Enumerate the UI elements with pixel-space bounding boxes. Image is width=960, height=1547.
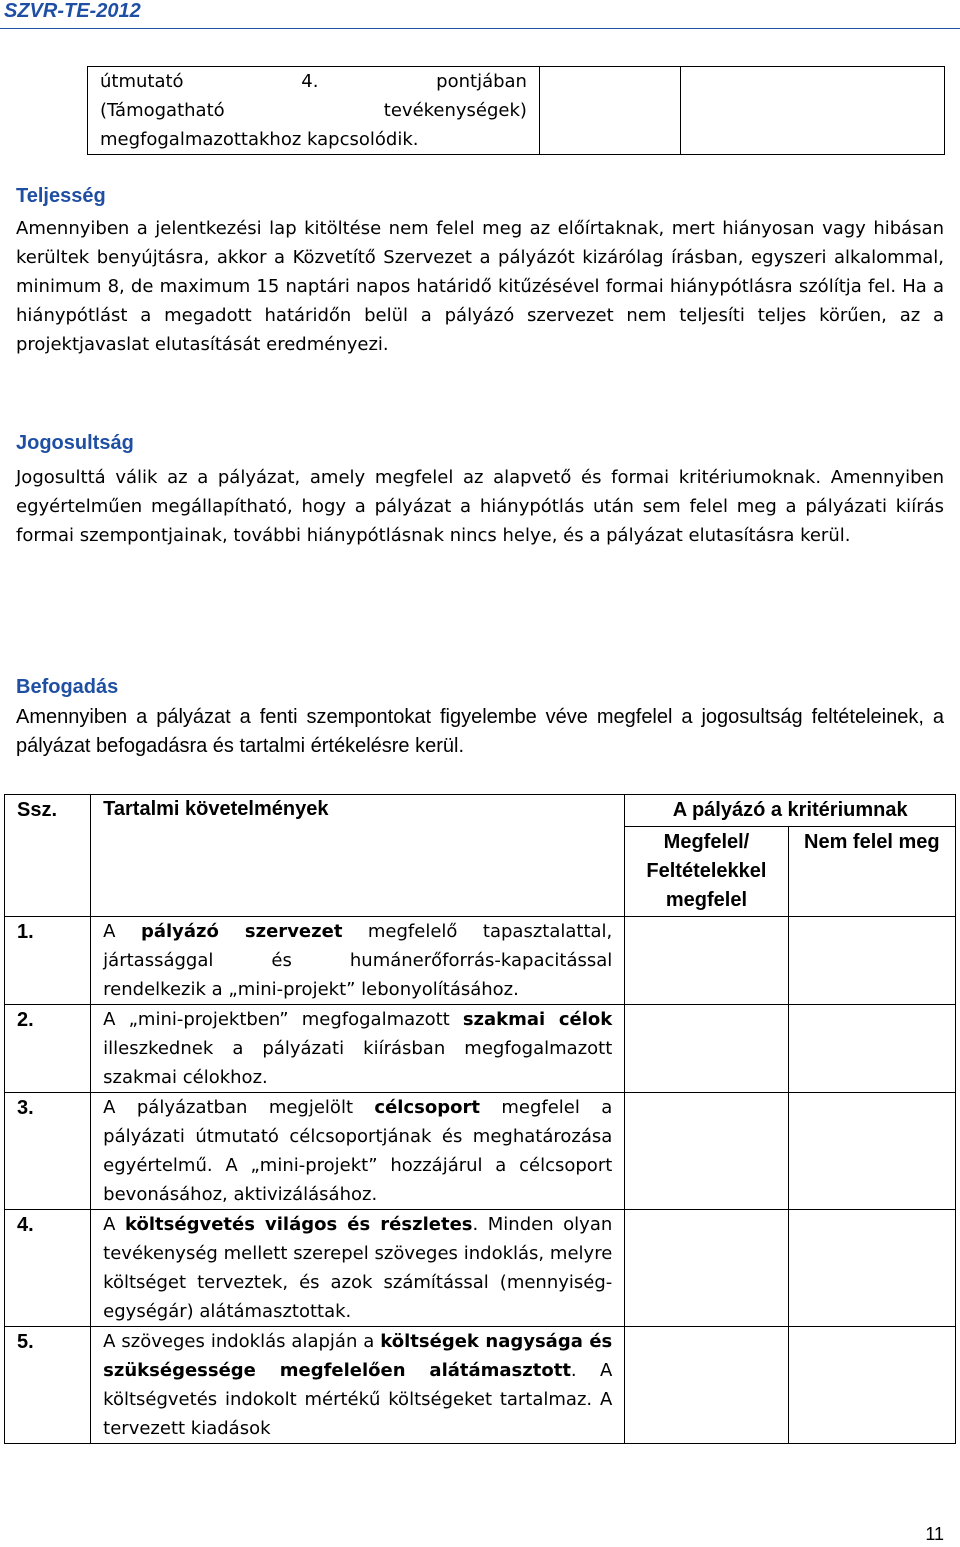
header-meets: Megfelel/ Feltételekkel megfelel	[625, 827, 788, 917]
header-rule	[0, 28, 960, 29]
table-row	[5, 1005, 956, 1093]
cell-line: megfogalmazottakhoz kapcsolódik.	[100, 129, 419, 150]
section-teljesseg	[16, 182, 944, 359]
header-requirements: Tartalmi követelmények	[91, 795, 625, 827]
header-ssz-cont	[5, 827, 91, 917]
row-requirement: A pályázó szervezet megfelelő tapasztalattal, jártassággal és humánerőforrás-kapacitással rendelkezik a „mini-projekt” lebonyolításához.	[91, 917, 625, 1005]
continued-table-cell-empty	[680, 67, 944, 155]
meets-checkbox-cell[interactable]	[625, 917, 788, 1005]
meets-checkbox-cell[interactable]	[625, 1005, 788, 1093]
meets-checkbox-cell[interactable]	[625, 1093, 788, 1210]
section-text: Amennyiben a pályázat a fenti szempontokat figyelembe véve megfelel a jogosultság feltételeinek, a pályázat befogadásra és tartalmi értékelésre kerül.	[16, 706, 944, 757]
section-jogosultsag	[16, 429, 944, 550]
table-row	[5, 1093, 956, 1210]
meets-checkbox-cell[interactable]	[625, 1210, 788, 1327]
row-number: 4.	[5, 1210, 91, 1327]
not-meets-checkbox-cell[interactable]	[788, 1005, 955, 1093]
meets-checkbox-cell[interactable]	[625, 1327, 788, 1444]
section-text: Amennyiben a jelentkezési lap kitöltése nem felel meg az előírtaknak, mert hiányosan vagy hibásan kerültek benyújtásra, akkor a Közvetítő Szervezet a pályázót kizárólag írásban, egyszeri alkalommal, minimum 8, de maximum 15 naptári napos határidő kitűzésével formai hiánypótlásra szólítja fel. Ha a hiánypótlást a megadott határidőn belül a pályázó szervezet nem teljesíti teljes körűen, az a projektjavaslat elutasítását eredményezi.	[16, 218, 944, 355]
row-number: 2.	[5, 1005, 91, 1093]
not-meets-checkbox-cell[interactable]	[788, 917, 955, 1005]
criteria-table	[4, 794, 956, 1444]
cell-line: útmutató 4. pontjában	[100, 71, 527, 92]
table-row	[5, 917, 956, 1005]
table-row	[5, 1210, 956, 1327]
not-meets-checkbox-cell[interactable]	[788, 1327, 955, 1444]
continued-table	[87, 66, 945, 155]
continued-table-cell-empty	[539, 67, 680, 155]
not-meets-checkbox-cell[interactable]	[788, 1210, 955, 1327]
row-number: 5.	[5, 1327, 91, 1444]
row-number: 1.	[5, 917, 91, 1005]
cell-line: (Támogatható tevékenységek)	[100, 100, 527, 121]
section-heading: Befogadás	[16, 676, 119, 698]
document-code: SZVR-TE-2012	[4, 0, 141, 22]
row-requirement: A pályázatban megjelölt célcsoport megfelel a pályázati útmutató célcsoportjának és meghatározása egyértelmű. A „mini-projekt” hozzájárul a célcsoport bevonásához, aktivizálásához.	[91, 1093, 625, 1210]
table-row	[5, 1327, 956, 1444]
row-requirement: A „mini-projektben” megfogalmazott szakmai célok illeszkednek a pályázati kiírásban megfogalmazott szakmai célokhoz.	[91, 1005, 625, 1093]
not-meets-checkbox-cell[interactable]	[788, 1093, 955, 1210]
header-not-meets: Nem felel meg	[788, 827, 955, 917]
row-requirement: A szöveges indoklás alapján a költségek nagysága és szükségessége megfelelően alátámasztott. A költségvetés indokolt mértékű költségeket tartalmaz. A tervezett kiadások	[91, 1327, 625, 1444]
header-requirements-cont	[91, 827, 625, 917]
section-heading: Jogosultság	[16, 432, 134, 454]
continued-table-cell	[88, 67, 540, 155]
row-number: 3.	[5, 1093, 91, 1210]
page-number: 11	[925, 1524, 944, 1544]
header-ssz: Ssz.	[5, 795, 91, 827]
row-requirement: A költségvetés világos és részletes. Minden olyan tevékenység mellett szerepel szöveges indoklás, melyre költséget terveztek, és azok számítással (mennyiség-egységár) alátámasztottak.	[91, 1210, 625, 1327]
section-befogadas	[16, 673, 944, 761]
section-text: Jogosulttá válik az a pályázat, amely megfelel az alapvető és formai kritériumoknak. Amennyiben egyértelműen megállapítható, hogy a pályázat a hiánypótlás után sem felel meg a pályázati kiírás formai szempontjainak, további hiánypótlásnak nincs helye, és a pályázat elutasításra kerül.	[16, 467, 944, 546]
section-heading: Teljesség	[16, 185, 106, 207]
header-criteria-group: A pályázó a kritériumnak	[625, 795, 956, 827]
